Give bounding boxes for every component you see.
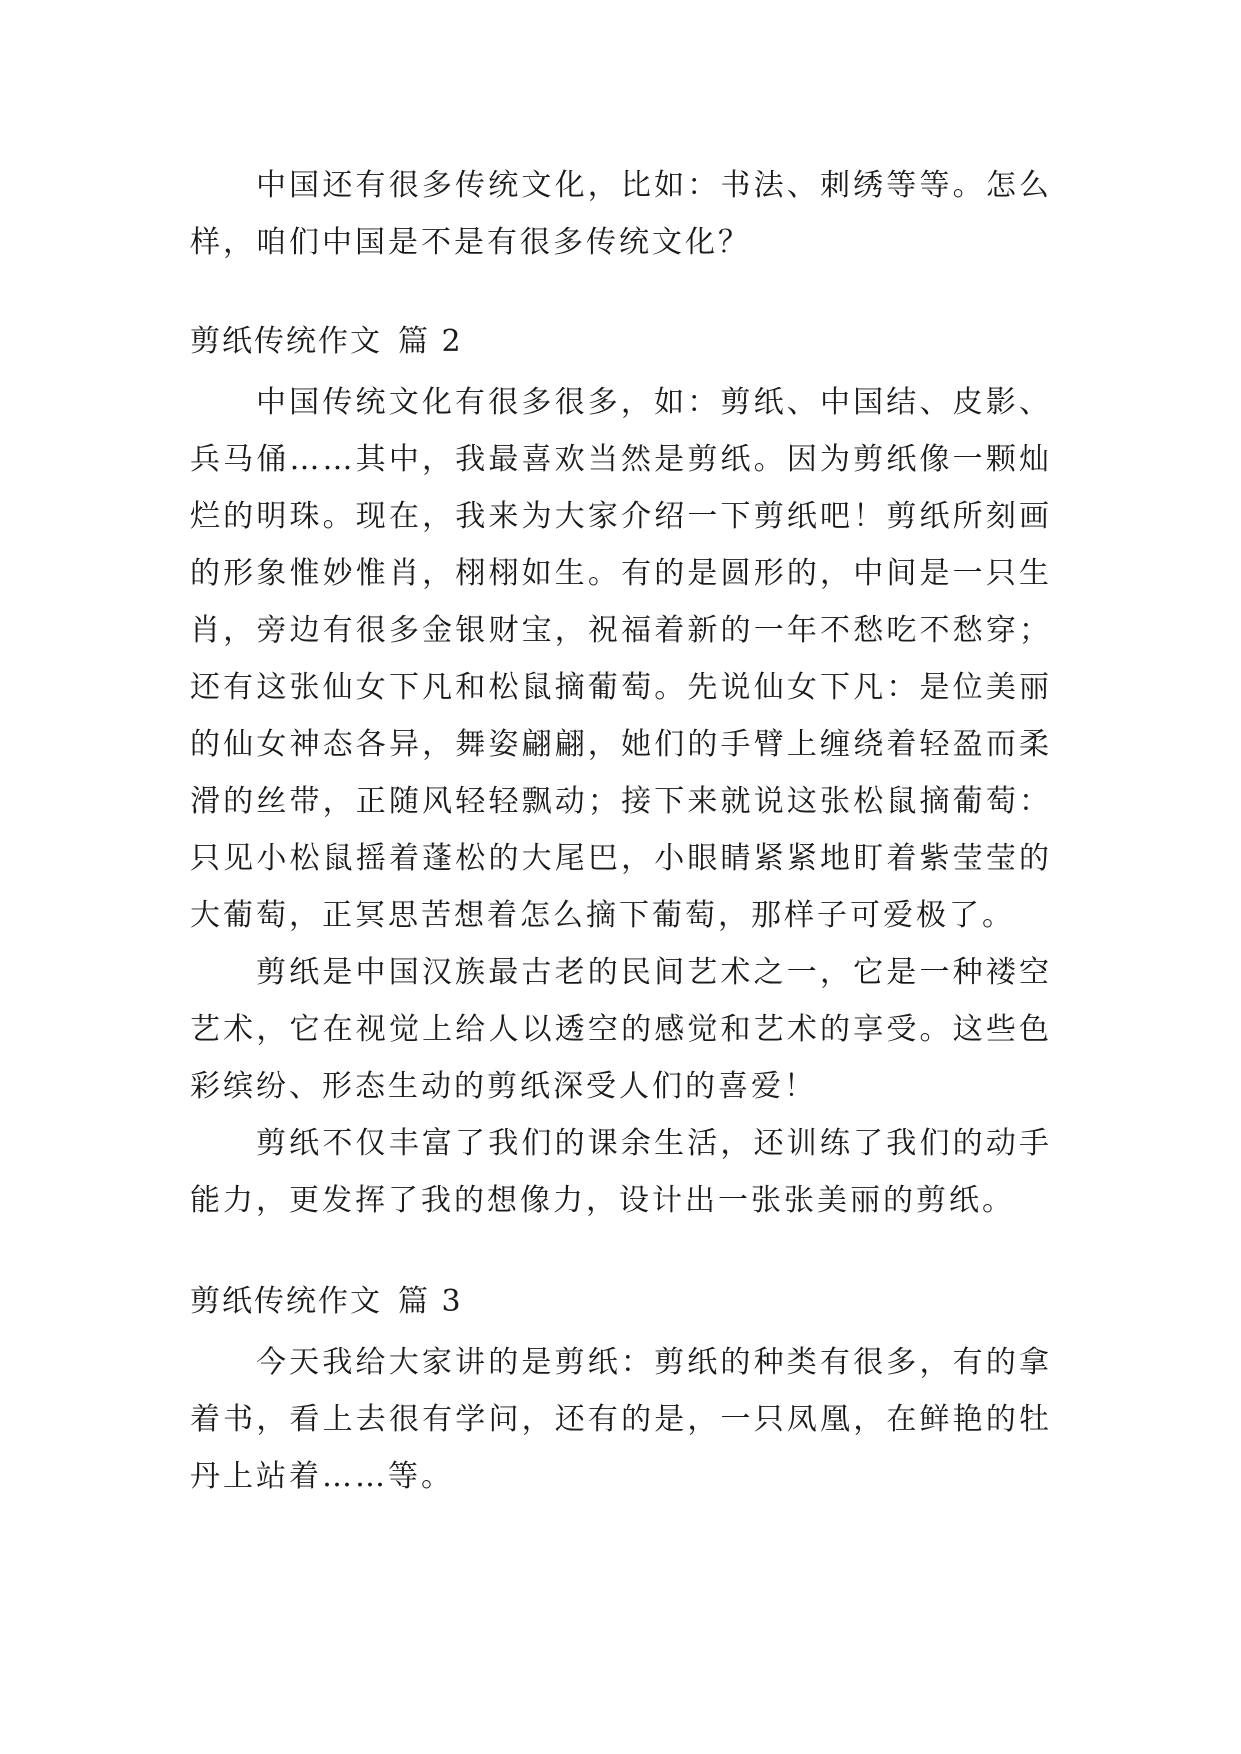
paragraph: 今天我给大家讲的是剪纸：剪纸的种类有很多，有的拿着书，看上去很有学问，还有的是，一只凤凰，在鲜艳的牡丹上站着……等。 — [190, 1345, 1052, 1494]
spacer — [190, 1229, 1052, 1273]
document-page — [190, 157, 1052, 1505]
paragraph: 中国传统文化有很多很多，如：剪纸、中国结、皮影、兵马俑……其中，我最喜欢当然是剪纸。因为剪纸像一颗灿烂的明珠。现在，我来为大家介绍一下剪纸吧！剪纸所刻画的形象惟妙惟肖，栩栩如生。有的是圆形的，中间是一只生肖，旁边有很多金银财宝，祝福着新的一年不愁吃不愁穿；还有这张仙女下凡和松鼠摘葡萄。先说仙女下凡：是位美丽的仙女神态各异，舞姿翩翩，她们的手臂上缠绕着轻盈而柔滑的丝带，正随风轻轻飘动；接下来就说这张松鼠摘葡萄：只见小松鼠摇着蓬松的大尾巴，小眼睛紧紧地盯着紫莹莹的大葡萄，正冥思苦想着怎么摘下葡萄，那样子可爱极了。 — [190, 385, 1052, 933]
section-heading-title: 剪纸传统作文 — [190, 1284, 382, 1319]
paragraph: 剪纸是中国汉族最古老的民间艺术之一，它是一种褛空艺术，它在视觉上给人以透空的感觉和艺术的享受。这些色彩缤纷、形态生动的剪纸深受人们的喜爱！ — [190, 955, 1052, 1104]
section-heading-number: 篇 2 — [398, 324, 463, 359]
section-heading — [190, 313, 1052, 370]
spacer — [190, 271, 1052, 313]
paragraph: 中国还有很多传统文化，比如：书法、刺绣等等。怎么样，咱们中国是不是有很多传统文化？ — [190, 168, 1052, 260]
section-heading — [190, 1273, 1052, 1330]
section-heading-number: 篇 3 — [398, 1284, 463, 1319]
paragraph: 剪纸不仅丰富了我们的课余生活，还训练了我们的动手能力，更发挥了我的想像力，设计出一张张美丽的剪纸。 — [190, 1126, 1052, 1218]
section-heading-title: 剪纸传统作文 — [190, 324, 382, 359]
